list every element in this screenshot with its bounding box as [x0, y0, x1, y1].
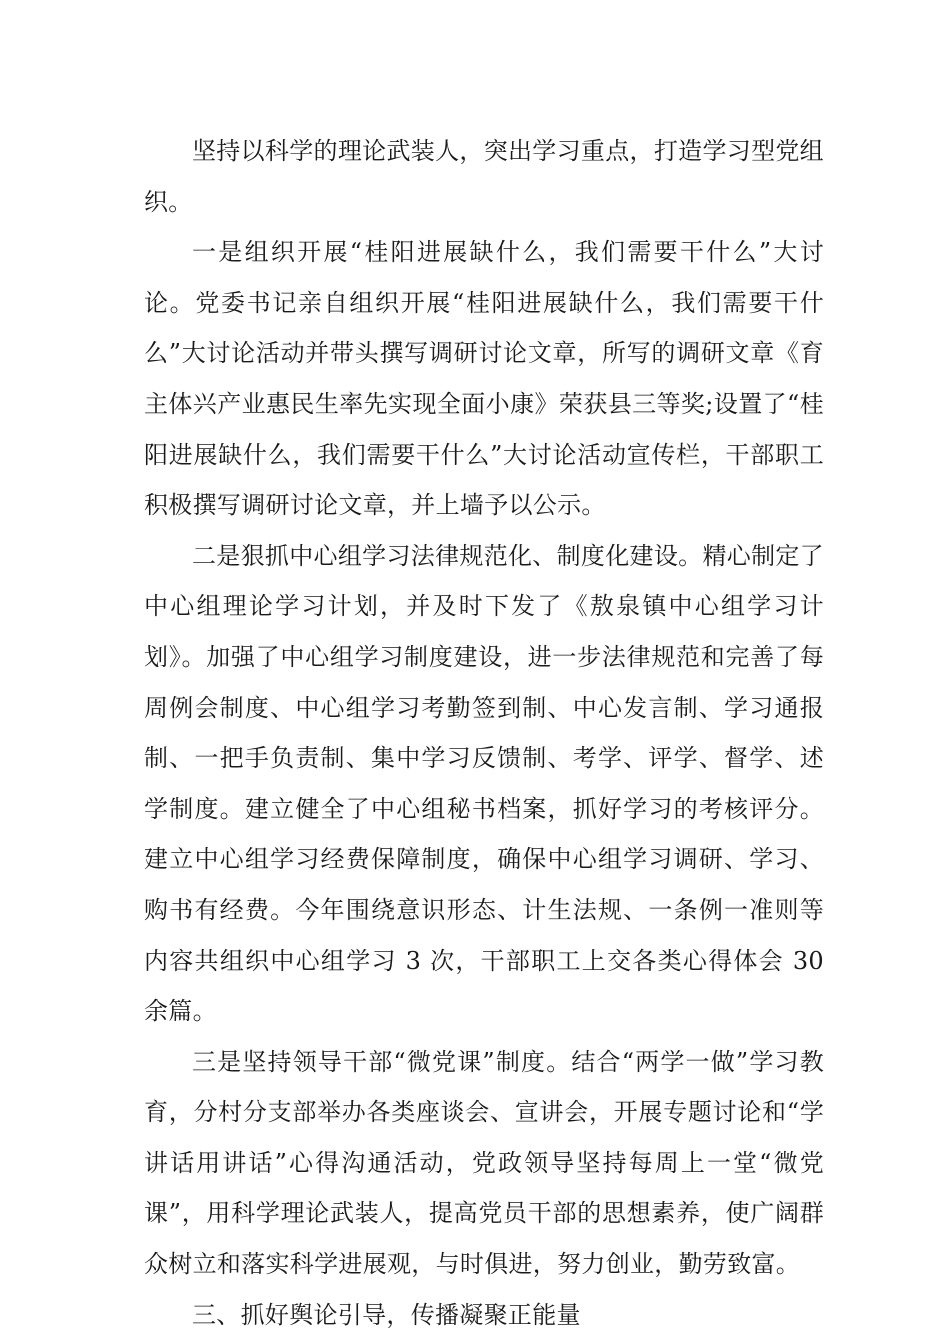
document-body	[144, 126, 824, 1340]
paragraph-intro: 坚持以科学的理论武装人，突出学习重点，打造学习型党组织。	[144, 137, 824, 216]
paragraph-micro-lecture: 三是坚持领导干部“微党课”制度。结合“两学一做”学习教育，分村分支部举办各类座谈会、宣讲会，开展专题讨论和“学讲话用讲话”心得沟通活动，党政领导坚持每周上一堂“微党课”，用科学理论武装人，提高党员干部的思想素养，使广阔群众树立和落实科学进展观，与时俱进，努力创业，勤劳致富。	[144, 1047, 824, 1279]
paragraph-study-system: 二是狠抓中心组学习法律规范化、制度化建设。精心制定了中心组理论学习计划，并及时下发了《敖泉镇中心组学习计划》。加强了中心组学习制度建设，进一步法律规范和完善了每周例会制度、中心组学习考勤签到制、中心发言制、学习通报制、一把手负责制、集中学习反馈制、考学、评学、督学、述学制度。建立健全了中心组秘书档案，抓好学习的考核评分。建立中心组学习经费保障制度，确保中心组学习调研、学习、购书有经费。今年围绕意识形态、计生法规、一条例一准则等内容共组织中心组学习 3 次，干部职工上交各类心得体会 30 余篇。	[144, 541, 824, 1026]
section-heading: 三、抓好舆论引导，传播凝聚正能量	[192, 1300, 581, 1329]
paragraph-discussion: 一是组织开展“桂阳进展缺什么，我们需要干什么”大讨论。党委书记亲自组织开展“桂阳进展缺什么，我们需要干什么”大讨论活动并带头撰写调研讨论文章，所写的调研文章《育主体兴产业惠民生率先实现全面小康》荣获县三等奖;设置了“桂阳进展缺什么，我们需要干什么”大讨论活动宣传栏，干部职工积极撰写调研讨论文章，并上墙予以公示。	[144, 238, 824, 520]
